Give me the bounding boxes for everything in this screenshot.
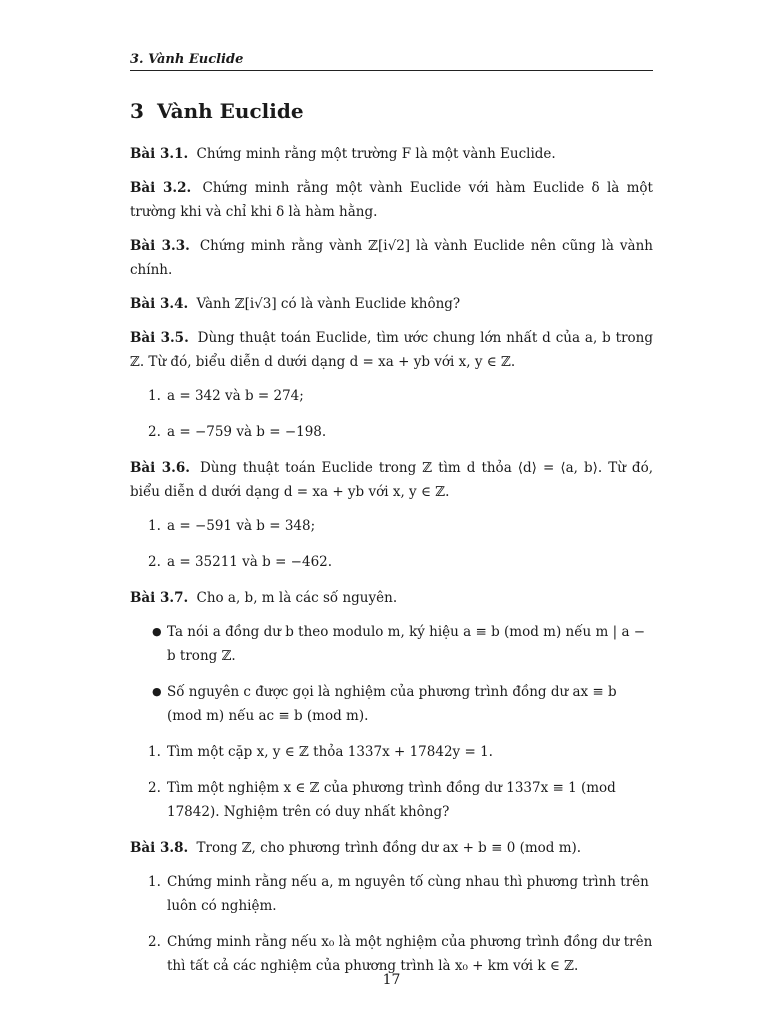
list-item-text: a = 342 và b = 274; bbox=[167, 388, 304, 404]
running-header: 3. Vành Euclide bbox=[130, 52, 653, 71]
problem-text: Chứng minh rằng một vành Euclide với hàm Euclide δ là một trường khi và chỉ khi δ là hàm hằng. bbox=[130, 180, 653, 220]
list-marker: 2. bbox=[148, 934, 161, 950]
problem-3-8 bbox=[130, 836, 653, 860]
list-marker: 1. bbox=[148, 874, 161, 890]
bullet-icon: ● bbox=[152, 625, 162, 638]
problem-text: Chứng minh rằng một trường F là một vành Euclide. bbox=[196, 146, 556, 162]
list-item-text: Chứng minh rằng nếu a, m nguyên tố cùng nhau thì phương trình trên luôn có nghiệm. bbox=[167, 874, 649, 914]
problem-label: Bài 3.7. bbox=[130, 590, 189, 606]
bullet-item bbox=[130, 680, 653, 728]
bullet-text: Số nguyên c được gọi là nghiệm của phương trình đồng dư ax ≡ b (mod m) nếu ac ≡ b (mod m). bbox=[167, 684, 617, 724]
list-item bbox=[130, 420, 653, 444]
list-item-text: a = −591 và b = 348; bbox=[167, 518, 316, 534]
list-marker: 1. bbox=[148, 388, 161, 404]
list-marker: 1. bbox=[148, 518, 161, 534]
list-item bbox=[130, 550, 653, 574]
enumerated-list bbox=[130, 384, 653, 444]
list-item-text: Tìm một cặp x, y ∈ ℤ thỏa 1337x + 17842y = 1. bbox=[167, 744, 493, 760]
list-item bbox=[130, 514, 653, 538]
bullet-item bbox=[130, 620, 653, 668]
list-marker: 2. bbox=[148, 780, 161, 796]
list-item bbox=[130, 740, 653, 764]
problem-label: Bài 3.2. bbox=[130, 180, 192, 196]
section-title: Vành Euclide bbox=[157, 99, 304, 123]
problem-text: Chứng minh rằng vành ℤ[i√2] là vành Euclide nên cũng là vành chính. bbox=[130, 238, 653, 278]
problem-3-7 bbox=[130, 586, 653, 610]
list-item bbox=[130, 776, 653, 824]
list-item-text: a = 35211 và b = −462. bbox=[167, 554, 333, 570]
problem-label: Bài 3.3. bbox=[130, 238, 190, 254]
problem-3-3 bbox=[130, 234, 653, 282]
problem-text: Dùng thuật toán Euclide trong ℤ tìm d thỏa ⟨d⟩ = ⟨a, b⟩. Từ đó, biểu diễn d dưới dạng d = xa + yb với x, y ∈ ℤ. bbox=[130, 460, 653, 500]
problem-list bbox=[130, 142, 653, 990]
section-heading bbox=[130, 99, 304, 123]
problem-label: Bài 3.6. bbox=[130, 460, 190, 476]
page-number: 17 bbox=[382, 972, 401, 988]
problem-label: Bài 3.4. bbox=[130, 296, 189, 312]
list-item-text: Chứng minh rằng nếu x₀ là một nghiệm của phương trình đồng dư trên thì tất cả các nghiệm của phương trình là x₀ + km với k ∈ ℤ. bbox=[167, 934, 653, 974]
bullet-list bbox=[130, 620, 653, 728]
bullet-icon: ● bbox=[152, 685, 162, 698]
problem-3-6 bbox=[130, 456, 653, 504]
problem-3-5 bbox=[130, 326, 653, 374]
list-item bbox=[130, 384, 653, 408]
problem-label: Bài 3.1. bbox=[130, 146, 189, 162]
list-item bbox=[130, 870, 653, 918]
list-item bbox=[130, 930, 653, 978]
list-marker: 2. bbox=[148, 554, 161, 570]
problem-3-2 bbox=[130, 176, 653, 224]
problem-text: Trong ℤ, cho phương trình đồng dư ax + b ≡ 0 (mod m). bbox=[196, 840, 582, 856]
problem-text: Dùng thuật toán Euclide, tìm ước chung lớn nhất d của a, b trong ℤ. Từ đó, biểu diễn d dưới dạng d = xa + yb với x, y ∈ ℤ. bbox=[130, 330, 653, 370]
list-marker: 1. bbox=[148, 744, 161, 760]
list-item-text: a = −759 và b = −198. bbox=[167, 424, 327, 440]
list-marker: 2. bbox=[148, 424, 161, 440]
enumerated-list bbox=[130, 740, 653, 824]
enumerated-list bbox=[130, 870, 653, 978]
document-page bbox=[130, 0, 653, 1024]
problem-label: Bài 3.5. bbox=[130, 330, 189, 346]
problem-3-1 bbox=[130, 142, 653, 166]
problem-text: Cho a, b, m là các số nguyên. bbox=[196, 590, 398, 606]
problem-3-4 bbox=[130, 292, 653, 316]
enumerated-list bbox=[130, 514, 653, 574]
problem-label: Bài 3.8. bbox=[130, 840, 189, 856]
section-number: 3 bbox=[130, 99, 144, 123]
list-item-text: Tìm một nghiệm x ∈ ℤ của phương trình đồng dư 1337x ≡ 1 (mod 17842). Nghiệm trên có duy nhất không? bbox=[167, 780, 616, 820]
problem-text: Vành ℤ[i√3] có là vành Euclide không? bbox=[196, 296, 461, 312]
bullet-text: Ta nói a đồng dư b theo modulo m, ký hiệu a ≡ b (mod m) nếu m | a − b trong ℤ. bbox=[167, 624, 646, 664]
